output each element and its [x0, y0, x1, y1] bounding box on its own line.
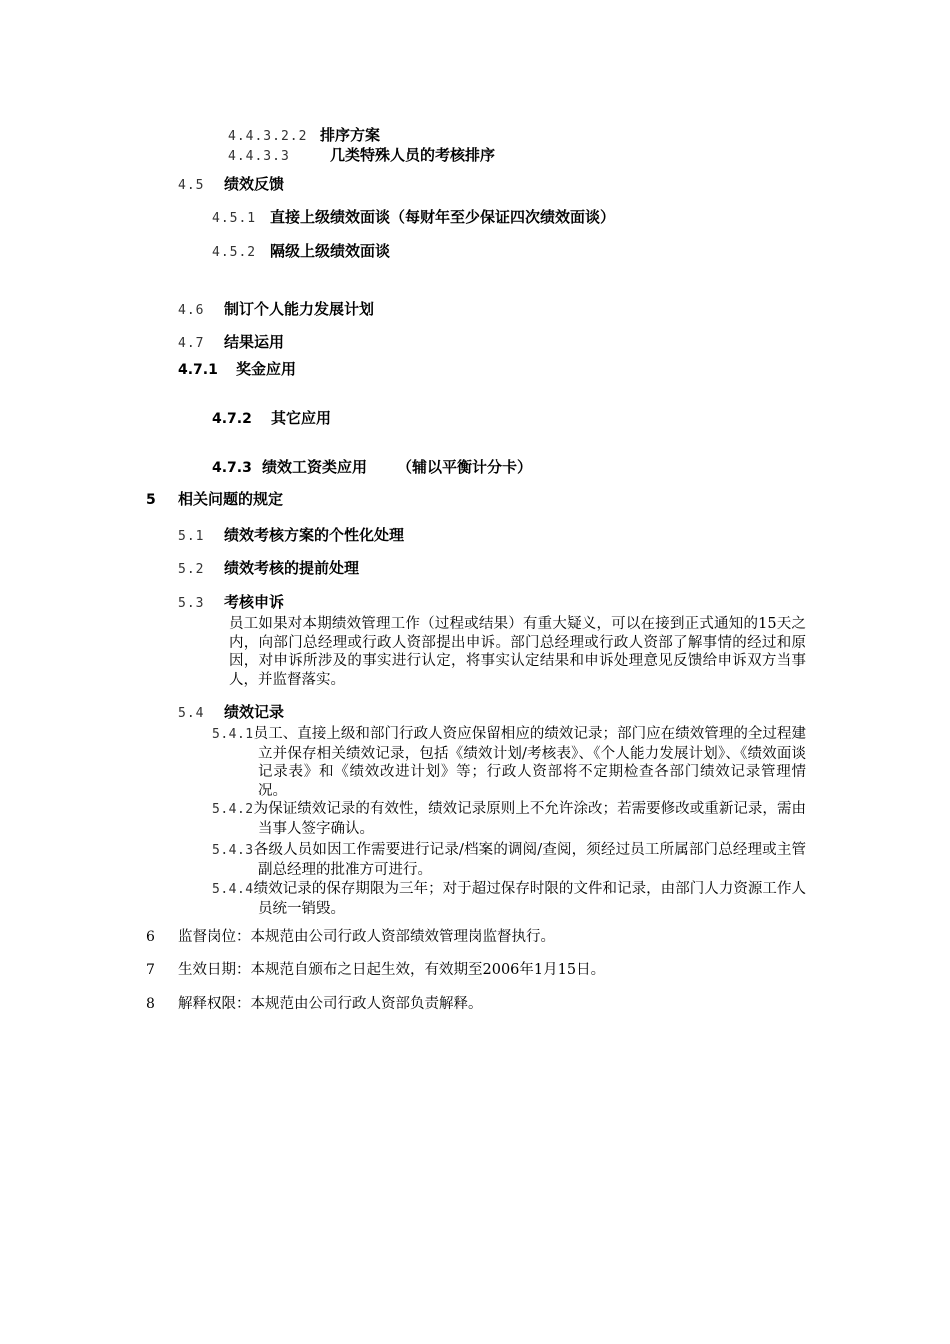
- item-text: 监督岗位：本规范由公司行政人资部绩效管理岗监督执行。: [178, 929, 555, 945]
- item-8-interpretation: [146, 995, 483, 1013]
- heading-5: [146, 490, 283, 509]
- heading-5-4: [178, 703, 284, 723]
- section-title: 考核申诉: [224, 593, 285, 611]
- heading-5-3: [178, 593, 284, 613]
- record-number: 5.4.1: [212, 727, 254, 742]
- item-number: 6: [146, 929, 155, 945]
- record-item-5-4-2: [212, 800, 806, 838]
- section-number: 5.1: [178, 529, 205, 544]
- record-text: 绩效记录的保存期限为三年；对于超过保存时限的文件和记录，由部门人力资源工作人员统一销毁。: [253, 881, 806, 917]
- section-number: 4.5.2: [212, 245, 257, 260]
- section-title: 直接上级绩效面谈（每财年至少保证四次绩效面谈）: [270, 208, 616, 226]
- heading-5-1: [178, 526, 404, 546]
- section-title: 其它应用: [271, 409, 332, 427]
- heading-4-7-2: [212, 409, 331, 428]
- heading-4-7: [178, 333, 284, 353]
- section-title: 奖金应用: [236, 360, 297, 378]
- heading-4-7-1: [178, 360, 296, 379]
- section-number: 4.7.1: [178, 362, 218, 378]
- section-title: 制订个人能力发展计划: [224, 300, 375, 318]
- item-number: 7: [146, 962, 155, 978]
- section-number: 5.4: [178, 706, 205, 721]
- record-text: 员工、直接上级和部门行政人资应保留相应的绩效记录；部门应在绩效管理的全过程建立并保存相关绩效记录，包括《绩效计划/考核表》、《个人能力发展计划》、《绩效面谈记录表》和《绩效改进计划》等；行政人资部将不定期检查各部门绩效记录管理情况。: [253, 726, 806, 799]
- section-title: 相关问题的规定: [178, 490, 284, 508]
- section-number: 4.7.3: [212, 460, 252, 476]
- heading-4-4-3-3: [228, 146, 495, 166]
- section-title: 绩效记录: [224, 703, 285, 721]
- record-text: 各级人员如因工作需要进行记录/档案的调阅/查阅，须经过员工所属部门总经理或主管副总经理的批准方可进行。: [253, 842, 806, 878]
- section-title: 排序方案: [320, 126, 381, 144]
- section-number: 4.6: [178, 303, 205, 318]
- heading-4-7-3: [212, 458, 532, 477]
- record-text: 为保证绩效记录的有效性，绩效记录原则上不允许涂改；若需要修改或重新记录，需由当事人签字确认。: [253, 801, 806, 837]
- section-note: （辅以平衡计分卡）: [397, 458, 533, 476]
- section-number: 4.7: [178, 336, 205, 351]
- record-item-5-4-1: [212, 725, 806, 800]
- item-7-effective-date: [146, 961, 605, 979]
- section-title: 绩效反馈: [224, 175, 285, 193]
- heading-4-4-3-2-2: [228, 126, 380, 146]
- record-item-5-4-4: [212, 880, 806, 918]
- item-6-supervision: [146, 928, 555, 946]
- section-title: 绩效考核的提前处理: [224, 559, 360, 577]
- section-number: 5.3: [178, 596, 205, 611]
- heading-5-2: [178, 559, 359, 579]
- record-item-5-4-3: [212, 841, 806, 879]
- record-number: 5.4.4: [212, 882, 254, 897]
- heading-4-5-1: [212, 208, 615, 228]
- section-number: 5.2: [178, 562, 205, 577]
- section-number: 4.4.3.3: [228, 149, 290, 164]
- heading-4-5-2: [212, 242, 390, 262]
- section-number: 4.4.3.2.2: [228, 129, 308, 144]
- section-title: 绩效考核方案的个性化处理: [224, 526, 405, 544]
- section-title: 绩效工资类应用: [262, 458, 368, 476]
- item-text: 生效日期：本规范自颁布之日起生效，有效期至2006年1月15日。: [178, 962, 606, 978]
- section-number: 5: [146, 492, 156, 508]
- section-title: 几类特殊人员的考核排序: [330, 146, 496, 164]
- section-number: 4.7.2: [212, 411, 252, 427]
- record-number: 5.4.3: [212, 843, 254, 858]
- section-number: 4.5.1: [212, 211, 257, 226]
- section-title: 结果运用: [224, 333, 285, 351]
- appeal-paragraph: 员工如果对本期绩效管理工作（过程或结果）有重大疑义，可以在接到正式通知的15天之内，向部门总经理或行政人资部提出申诉。部门总经理或行政人资部了解事情的经过和原因，对申诉所涉及的事实进行认定，将事实认定结果和申诉处理意见反馈给申诉双方当事人，并监督落实。: [229, 616, 806, 688]
- section-title: 隔级上级绩效面谈: [270, 242, 391, 260]
- record-number: 5.4.2: [212, 802, 254, 817]
- section-number: 4.5: [178, 178, 205, 193]
- item-text: 解释权限：本规范由公司行政人资部负责解释。: [178, 996, 483, 1012]
- heading-4-6: [178, 300, 374, 320]
- heading-4-5: [178, 175, 284, 195]
- item-number: 8: [146, 996, 155, 1012]
